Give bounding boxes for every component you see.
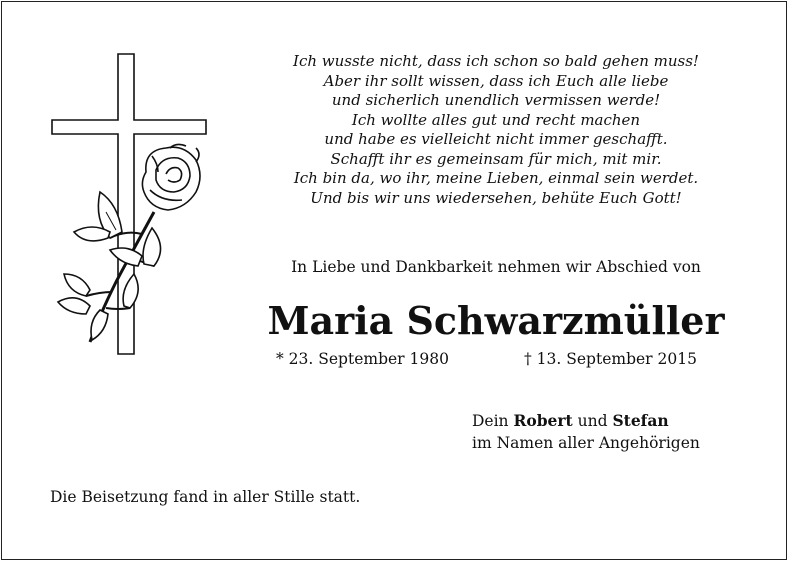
signature-name-2: Stefan	[612, 411, 669, 430]
burial-note: Die Beisetzung fand in aller Stille statt.	[50, 488, 361, 506]
poem-line: Und bis wir uns wiedersehen, behüte Euch Gott!	[310, 188, 682, 207]
farewell-intro: In Liebe und Dankbarkeit nehmen wir Abschied von	[291, 258, 701, 276]
signature-name-1: Robert	[513, 411, 573, 430]
death-date: † 13. September 2015	[524, 350, 697, 368]
birth-date: * 23. September 1980	[276, 350, 449, 368]
poem-line: Aber ihr sollt wissen, dass ich Euch alle liebe	[323, 71, 669, 90]
poem-line: Ich wollte alles gut und recht machen	[351, 110, 641, 129]
signature-line-2: im Namen aller Angehörigen	[472, 434, 700, 452]
cross-rose-emblem	[46, 52, 216, 358]
poem-line: Schafft ihr es gemeinsam für mich, mit mir.	[330, 149, 662, 168]
signature-prefix: Dein	[472, 412, 514, 430]
deceased-name: Maria Schwarzmüller	[267, 298, 725, 343]
poem	[250, 52, 742, 208]
poem-line: Ich wusste nicht, dass ich schon so bald gehen muss!	[293, 52, 699, 70]
poem-line: Ich bin da, wo ihr, meine Lieben, einmal sein werdet.	[293, 169, 699, 187]
signature	[472, 410, 700, 454]
poem-line: und sicherlich unendlich vermissen werde!	[331, 91, 661, 109]
obituary-card	[1, 1, 787, 560]
signature-conjunction: und	[572, 412, 613, 430]
signature-line-1	[472, 410, 700, 432]
poem-line: und habe es vielleicht nicht immer geschafft.	[324, 130, 668, 148]
